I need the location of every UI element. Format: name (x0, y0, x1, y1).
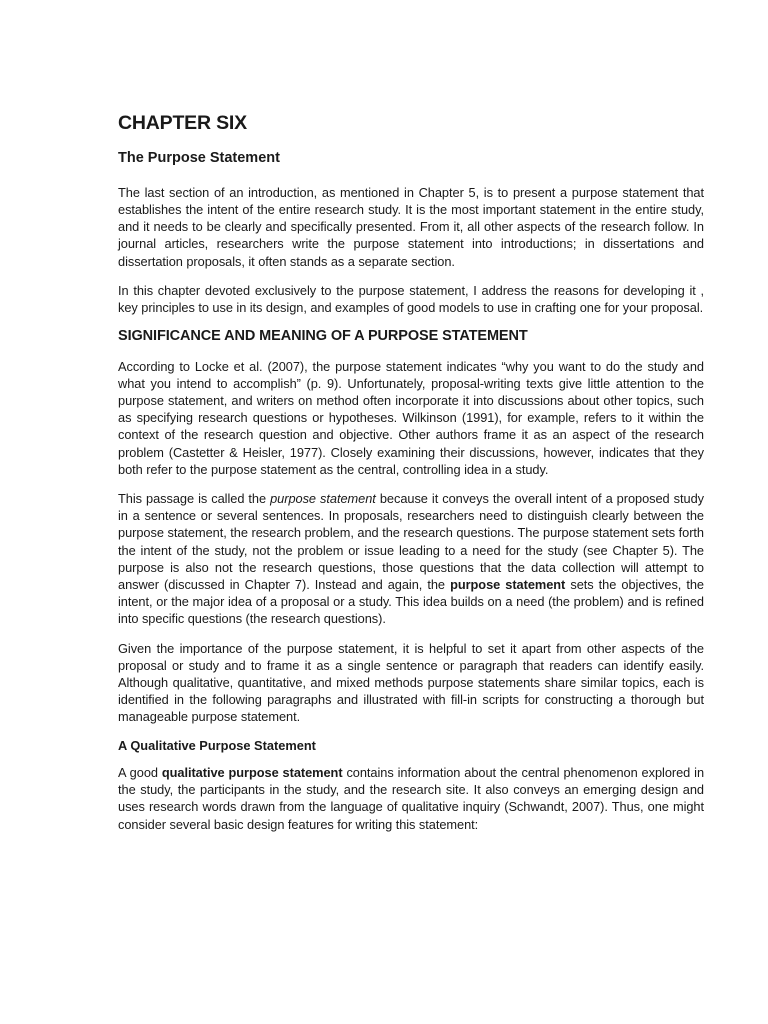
chapter-title: CHAPTER SIX (118, 112, 247, 134)
text-run: This passage is called the (118, 491, 271, 507)
text-run: A good (118, 765, 162, 780)
text-run: sets the objectives, the intent, or the major idea of a proposal or a study. This idea builds on a need (the problem) and is refined into specific questions (the research questions). (118, 577, 705, 627)
intro-paragraph-1: The last section of an introduction, as mentioned in Chapter 5, is to present a purpose statement that establishes the intent of the entire research study. It is the most important statement in the entire study, and it needs to be clearly and specifically presented. From it, all other aspects of the research follow. In journal articles, researchers write the purpose statement into introductions; in dissertations and dissertation proposals, it often stands as a separate section. (118, 184, 704, 269)
significance-paragraph-3: Given the importance of the purpose statement, it is helpful to set it apart from other aspects of the proposal or study and to frame it as a single sentence or paragraph that readers can identify easily. Although qualitative, quantitative, and mixed methods purpose statements share similar topics, each is identified in the following paragraphs and illustrated with fill-in scripts for constructing a thorough but manageable purpose statement. (118, 640, 704, 725)
significance-heading: SIGNIFICANCE AND MEANING OF A PURPOSE STATEMENT (118, 328, 528, 345)
section-subtitle: The Purpose Statement (118, 150, 280, 167)
intro-paragraph-2: In this chapter devoted exclusively to the purpose statement, I address the reasons for developing it , key principles to use in its design, and examples of good models to use in crafting one for your proposal. (118, 282, 704, 315)
text-run: because it conveys the overall intent of a proposed study in a sentence or several sentences. In proposals, researchers need to distinguish clearly between the purpose statement, the research problem, and the research questions. The purpose statement sets forth the intent of the study, not the problem or issue leading to a need for the study (see Chapter 5). The purpose is also not the research questions, those questions that the data collection will attempt to answer (discussed in Chapter 7). Instead and again, the (118, 491, 704, 593)
significance-paragraph-2 (118, 490, 704, 628)
emphasis-purpose-statement: purpose statement (270, 491, 376, 507)
qualitative-paragraph-1 (118, 764, 704, 833)
qualitative-heading: A Qualitative Purpose Statement (118, 737, 316, 753)
significance-paragraph-1: According to Locke et al. (2007), the purpose statement indicates “why you want to do the study and what you intend to accomplish” (p. 9). Unfortunately, proposal-writing texts give little attention to the purpose statement, and writers on method often incorporate it into discussions about other topics, such as specifying research questions or hypotheses. Wilkinson (1991), for example, refers to it within the context of the research question and objective. Other authors frame it as an aspect of the research problem (Castetter & Heisler, 1977). Closely examining their discussions, however, indicates that they both refer to the purpose statement as the central, controlling idea in a study. (118, 358, 704, 477)
bold-qualitative-purpose-statement: qualitative purpose statement (161, 765, 343, 780)
text-run: contains information about the central phenomenon explored in the study, the participants in the study, and the research site. It also conveys an emerging design and uses research words drawn from the language of qualitative inquiry (Schwandt, 2007). Thus, one might consider several basic design features for writing this statement: (118, 765, 705, 832)
bold-purpose-statement: purpose statement (450, 577, 566, 593)
